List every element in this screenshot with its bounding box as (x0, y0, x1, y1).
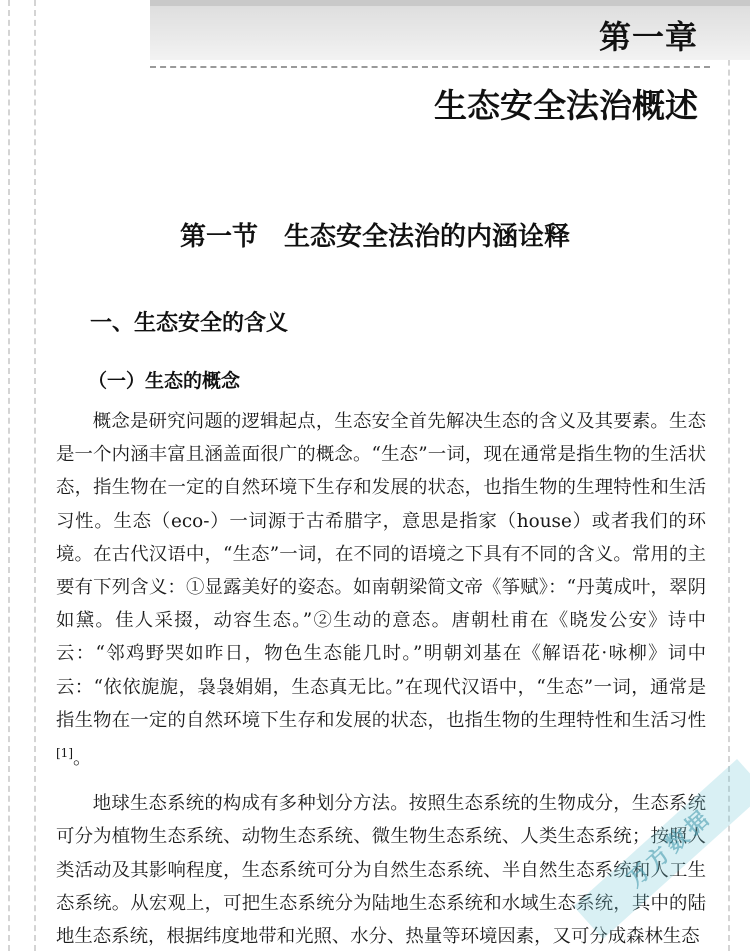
footnote-ref[interactable]: [1] (56, 746, 73, 761)
paragraph-1 (56, 405, 706, 775)
paragraph-2: 地球生态系统的构成有多种划分方法。按照生态系统的生物成分，生态系统可分为植物生态系统、动物生态系统、微生物生态系统、人类生态系统；按照人类活动及其影响程度，生态系统可分为自然生态系统、半自然生态系统和人工生态系统。从宏观上，可把生态系统分为陆地生态系统和水域生态系统，其中的陆地生态系统，根据纬度地带和光照、水分、热量等环境因素，又可分成森林生态 (56, 793, 706, 948)
body-text (56, 405, 706, 951)
subsection-heading-1: 一、生态安全的含义 (90, 310, 289, 336)
subsection-heading-2: （一）生态的概念 (88, 370, 241, 392)
chapter-header-shadow (150, 0, 750, 6)
page-edge-rail-left (8, 0, 10, 951)
chapter-header-divider (150, 66, 710, 68)
section-heading (0, 216, 750, 253)
section-title: 生态安全法治的内涵诠释 (284, 222, 571, 252)
page-edge-rail-inner (34, 0, 36, 951)
paragraph-1-text: 概念是研究问题的逻辑起点，生态安全首先解决生态的含义及其要素。生态是一个内涵丰富且涵盖面很广的概念。“生态”一词，现在通常是指生物的生活状态，指生物在一定的自然环境下生存和发展的状态，也指生物的生理特性和生活习性。生态（eco-）一词源于古希腊字，意思是指家（house）或者我们的环境。在古代汉语中，“生态”一词，在不同的语境之下具有不同的含义。常用的主要有下列含义：①显露美好的姿态。如南朝梁简文帝《筝赋》：“丹荑成叶，翠阴如黛。佳人采掇，动容生态。”②生动的意态。唐朝杜甫在《晓发公安》诗中云：“邻鸡野哭如昨日，物色生态能几时。”明朝刘基在《解语花·咏柳》词中云：“依依旎旎，袅袅娟娟，生态真无比。”在现代汉语中，“生态”一词，通常是指生物在一定的自然环境下生存和发展的状态，也指生物的生理特性和生活习性 (56, 411, 706, 731)
chapter-label: 第一章 (598, 18, 698, 56)
watermark-stamp: 万方数据 (574, 759, 750, 939)
section-number: 第一节 (179, 222, 258, 252)
chapter-title: 生态安全法治概述 (434, 86, 698, 125)
paragraph-1-end: 。 (73, 748, 92, 770)
